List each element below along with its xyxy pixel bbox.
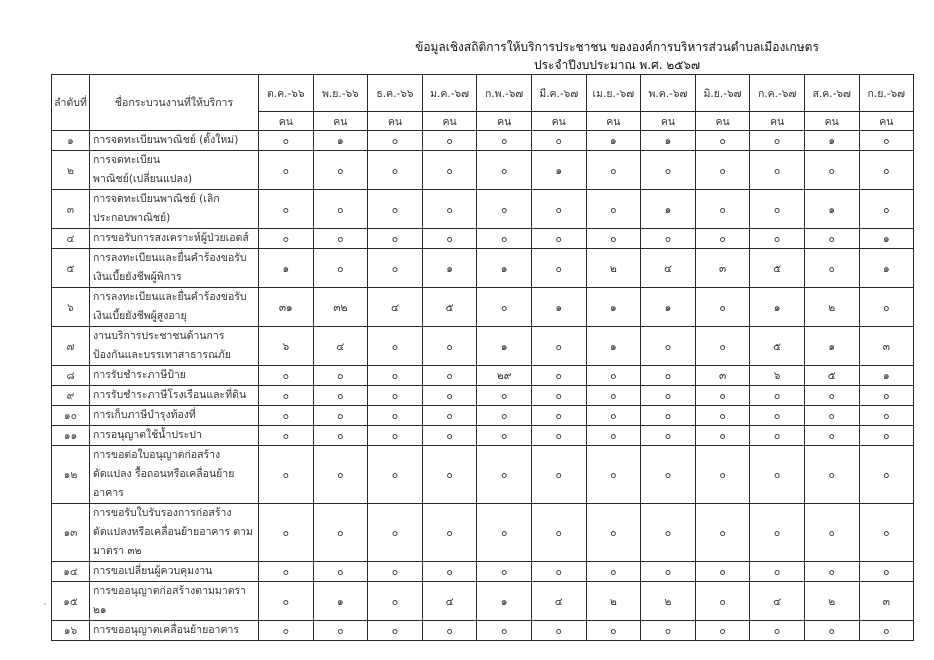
row-month-value: ๐ xyxy=(422,229,477,249)
header-month: ธ.ค.-๖๖ xyxy=(368,75,423,112)
header-unit: คน xyxy=(313,112,368,131)
row-month-value: ๐ xyxy=(313,151,368,190)
header-unit: คน xyxy=(695,112,750,131)
row-month-value: ๐ xyxy=(259,426,314,446)
row-month-value: ๐ xyxy=(259,190,314,229)
row-month-value: ๐ xyxy=(750,562,805,582)
header-unit: คน xyxy=(750,112,805,131)
row-month-value: ๐ xyxy=(641,504,696,562)
table-row xyxy=(52,621,914,641)
row-month-value: ๕ xyxy=(750,249,805,288)
row-month-value: ๐ xyxy=(859,426,914,446)
row-month-value: ๑ xyxy=(641,288,696,327)
row-month-value: ๐ xyxy=(259,229,314,249)
row-month-value: ๐ xyxy=(750,386,805,406)
row-month-value: ๐ xyxy=(313,504,368,562)
row-month-value: ๔ xyxy=(313,327,368,366)
row-month-value: ๐ xyxy=(422,621,477,641)
row-month-value: ๔ xyxy=(531,582,586,621)
row-month-value: ๐ xyxy=(804,426,859,446)
row-month-value: ๐ xyxy=(695,229,750,249)
row-month-value: ๐ xyxy=(368,131,423,151)
row-month-value: ๐ xyxy=(477,131,532,151)
row-month-value: ๐ xyxy=(477,229,532,249)
row-month-value: ๐ xyxy=(368,151,423,190)
row-month-value: ๑ xyxy=(531,151,586,190)
row-month-value: ๐ xyxy=(422,131,477,151)
row-month-value: ๒ xyxy=(586,582,641,621)
header-month: มิ.ย.-๖๗ xyxy=(695,75,750,112)
row-service-name: การลงทะเบียนและยื่นคำร้องขอรับเงินเบี้ยยังชีพผู้พิการ xyxy=(90,249,259,288)
row-month-value: ๐ xyxy=(586,446,641,504)
row-month-value: ๐ xyxy=(368,229,423,249)
row-service-name: การจดทะเบียนพาณิชย์(เปลี่ยนแปลง) xyxy=(90,151,259,190)
row-service-name: การรับชำระภาษีโรงเรือนและที่ดิน xyxy=(90,386,259,406)
header-month: ต.ค.-๖๖ xyxy=(259,75,314,112)
row-month-value: ๑ xyxy=(586,327,641,366)
row-month-value: ๐ xyxy=(695,504,750,562)
row-service-name: การขออนุญาตก่อสร้างตามมาตรา ๒๑ xyxy=(90,582,259,621)
header-month: ม.ค.-๖๗ xyxy=(422,75,477,112)
row-month-value: ๑ xyxy=(422,249,477,288)
table-row xyxy=(52,249,914,288)
table-row xyxy=(52,151,914,190)
row-month-value: ๐ xyxy=(531,446,586,504)
row-month-value: ๐ xyxy=(313,406,368,426)
row-month-value: ๐ xyxy=(368,406,423,426)
row-month-value: ๐ xyxy=(695,386,750,406)
row-month-value: ๐ xyxy=(804,249,859,288)
row-month-value: ๐ xyxy=(368,366,423,386)
row-month-value: ๐ xyxy=(750,131,805,151)
row-month-value: ๑ xyxy=(477,249,532,288)
row-month-value: ๐ xyxy=(368,327,423,366)
row-month-value: ๐ xyxy=(259,386,314,406)
table-row xyxy=(52,504,914,562)
row-month-value: ๐ xyxy=(313,621,368,641)
row-month-value: ๐ xyxy=(368,562,423,582)
header-month: พ.ย.-๖๖ xyxy=(313,75,368,112)
header-index: ลำดับที่ xyxy=(52,75,90,131)
row-month-value: ๕ xyxy=(422,288,477,327)
row-service-name: การขอรับการสงเคราะห์ผู้ป่วยเอดส์ xyxy=(90,229,259,249)
row-month-value: ๐ xyxy=(259,504,314,562)
row-month-value: ๑ xyxy=(750,288,805,327)
row-service-name: การรับชำระภาษีป้าย xyxy=(90,366,259,386)
row-month-value: ๐ xyxy=(313,386,368,406)
row-month-value: ๐ xyxy=(259,406,314,426)
row-month-value: ๐ xyxy=(641,562,696,582)
row-month-value: ๐ xyxy=(859,288,914,327)
row-month-value: ๐ xyxy=(368,582,423,621)
row-month-value: ๑ xyxy=(641,131,696,151)
row-index: ๑๖ xyxy=(52,621,90,641)
row-month-value: ๐ xyxy=(859,562,914,582)
row-month-value: ๒๙ xyxy=(477,366,532,386)
row-month-value: ๐ xyxy=(259,131,314,151)
row-month-value: ๑ xyxy=(804,327,859,366)
row-month-value: ๐ xyxy=(750,229,805,249)
row-month-value: ๐ xyxy=(859,621,914,641)
row-month-value: ๐ xyxy=(695,426,750,446)
row-month-value: ๐ xyxy=(586,621,641,641)
row-month-value: ๐ xyxy=(531,621,586,641)
table-row xyxy=(52,288,914,327)
header-unit: คน xyxy=(422,112,477,131)
row-month-value: ๐ xyxy=(531,131,586,151)
row-month-value: ๔ xyxy=(368,288,423,327)
row-month-value: ๐ xyxy=(368,446,423,504)
row-month-value: ๐ xyxy=(804,386,859,406)
row-month-value: ๕ xyxy=(804,366,859,386)
row-month-value: ๐ xyxy=(422,151,477,190)
header-month: มี.ค.-๖๗ xyxy=(531,75,586,112)
table-row xyxy=(52,190,914,229)
row-month-value: ๓๑ xyxy=(259,288,314,327)
row-month-value: ๐ xyxy=(422,446,477,504)
table-row xyxy=(52,366,914,386)
row-month-value: ๐ xyxy=(586,151,641,190)
row-month-value: ๔ xyxy=(422,582,477,621)
row-month-value: ๐ xyxy=(804,621,859,641)
row-month-value: ๐ xyxy=(750,621,805,641)
row-month-value: ๐ xyxy=(750,406,805,426)
row-month-value: ๐ xyxy=(313,229,368,249)
row-month-value: ๐ xyxy=(804,406,859,426)
row-month-value: ๑ xyxy=(859,366,914,386)
row-month-value: ๑ xyxy=(313,582,368,621)
row-month-value: ๑ xyxy=(859,229,914,249)
row-month-value: ๐ xyxy=(531,327,586,366)
header-unit: คน xyxy=(368,112,423,131)
row-month-value: ๐ xyxy=(641,386,696,406)
row-month-value: ๐ xyxy=(641,406,696,426)
row-month-value: ๐ xyxy=(259,151,314,190)
row-month-value: ๐ xyxy=(313,446,368,504)
row-index: ๓ xyxy=(52,190,90,229)
row-month-value: ๐ xyxy=(531,366,586,386)
row-month-value: ๓๒ xyxy=(313,288,368,327)
row-service-name: การจดทะเบียนพาณิชย์ (ตั้งใหม่) xyxy=(90,131,259,151)
row-month-value: ๐ xyxy=(259,582,314,621)
row-month-value: ๐ xyxy=(477,151,532,190)
row-month-value: ๐ xyxy=(859,131,914,151)
row-month-value: ๓ xyxy=(695,249,750,288)
row-month-value: ๐ xyxy=(368,386,423,406)
row-index: ๑๓ xyxy=(52,504,90,562)
row-month-value: ๐ xyxy=(641,229,696,249)
row-month-value: ๐ xyxy=(422,190,477,229)
row-index: ๑๔ xyxy=(52,562,90,582)
row-month-value: ๐ xyxy=(313,366,368,386)
row-month-value: ๐ xyxy=(531,386,586,406)
header-unit: คน xyxy=(641,112,696,131)
header-unit: คน xyxy=(531,112,586,131)
row-month-value: ๐ xyxy=(477,621,532,641)
row-month-value: ๒ xyxy=(586,249,641,288)
row-month-value: ๐ xyxy=(750,446,805,504)
row-month-value: ๐ xyxy=(641,327,696,366)
header-unit: คน xyxy=(586,112,641,131)
row-month-value: ๐ xyxy=(641,151,696,190)
row-month-value: ๐ xyxy=(531,229,586,249)
row-service-name: การจดทะเบียนพาณิชย์ (เลิกประกอบพาณิชย์) xyxy=(90,190,259,229)
row-month-value: ๐ xyxy=(477,426,532,446)
row-month-value: ๐ xyxy=(368,504,423,562)
row-month-value: ๐ xyxy=(477,504,532,562)
row-index: ๑๐ xyxy=(52,406,90,426)
row-month-value: ๐ xyxy=(259,621,314,641)
row-month-value: ๐ xyxy=(313,190,368,229)
row-month-value: ๐ xyxy=(586,190,641,229)
row-month-value: ๓ xyxy=(859,327,914,366)
row-index: ๗ xyxy=(52,327,90,366)
row-month-value: ๐ xyxy=(477,190,532,229)
row-month-value: ๐ xyxy=(750,504,805,562)
row-month-value: ๐ xyxy=(804,562,859,582)
row-month-value: ๐ xyxy=(531,190,586,229)
document-subtitle: ประจำปีงบประมาณ พ.ศ. ๒๕๖๗ xyxy=(533,58,701,72)
row-month-value: ๐ xyxy=(695,582,750,621)
row-month-value: ๐ xyxy=(695,327,750,366)
row-service-name: การขอต่อใบอนุญาตก่อสร้าง ดัดแปลง รื้อถอนหรือเคลื่อนย้ายอาคาร xyxy=(90,446,259,504)
header-month: ก.พ.-๖๗ xyxy=(477,75,532,112)
row-month-value: ๐ xyxy=(586,386,641,406)
row-month-value: ๐ xyxy=(586,229,641,249)
row-month-value: ๕ xyxy=(750,327,805,366)
row-month-value: ๐ xyxy=(259,562,314,582)
scan-artifact xyxy=(44,603,46,605)
header-month: ก.ย.-๖๗ xyxy=(859,75,914,112)
row-month-value: ๐ xyxy=(641,426,696,446)
row-month-value: ๐ xyxy=(422,366,477,386)
row-service-name: การอนุญาตใช้น้ำประปา xyxy=(90,426,259,446)
row-index: ๑ xyxy=(52,131,90,151)
row-month-value: ๐ xyxy=(531,249,586,288)
header-unit: คน xyxy=(259,112,314,131)
row-month-value: ๐ xyxy=(586,504,641,562)
row-month-value: ๑ xyxy=(477,582,532,621)
table-row xyxy=(52,426,914,446)
row-month-value: ๔ xyxy=(750,582,805,621)
row-month-value: ๐ xyxy=(695,621,750,641)
header-month: เม.ย.-๖๗ xyxy=(586,75,641,112)
row-month-value: ๐ xyxy=(477,562,532,582)
row-month-value: ๑ xyxy=(586,288,641,327)
row-month-value: ๐ xyxy=(695,151,750,190)
row-month-value: ๒ xyxy=(804,582,859,621)
row-month-value: ๐ xyxy=(477,446,532,504)
row-month-value: ๒ xyxy=(804,288,859,327)
table-row xyxy=(52,582,914,621)
row-month-value: ๐ xyxy=(586,406,641,426)
row-month-value: ๐ xyxy=(422,504,477,562)
row-month-value: ๐ xyxy=(695,446,750,504)
row-service-name: การเก็บภาษีบำรุงท้องที่ xyxy=(90,406,259,426)
row-month-value: ๐ xyxy=(695,288,750,327)
table-row xyxy=(52,446,914,504)
row-month-value: ๐ xyxy=(804,229,859,249)
table-row xyxy=(52,327,914,366)
row-month-value: ๐ xyxy=(368,249,423,288)
row-month-value: ๐ xyxy=(859,406,914,426)
row-month-value: ๒ xyxy=(641,582,696,621)
row-month-value: ๑ xyxy=(259,249,314,288)
row-month-value: ๐ xyxy=(641,621,696,641)
row-month-value: ๐ xyxy=(422,386,477,406)
row-month-value: ๐ xyxy=(259,366,314,386)
row-month-value: ๐ xyxy=(531,406,586,426)
row-month-value: ๐ xyxy=(859,386,914,406)
row-month-value: ๑ xyxy=(586,131,641,151)
header-month: พ.ค.-๖๗ xyxy=(641,75,696,112)
row-month-value: ๑ xyxy=(531,288,586,327)
row-month-value: ๑ xyxy=(641,190,696,229)
row-month-value: ๐ xyxy=(695,562,750,582)
row-month-value: ๑ xyxy=(313,131,368,151)
row-month-value: ๐ xyxy=(422,562,477,582)
row-month-value: ๐ xyxy=(422,426,477,446)
row-service-name: การขอรับใบรับรองการก่อสร้าง ดัดแปลงหรือเคลื่อนย้ายอาคาร ตามมาตรา ๓๒ xyxy=(90,504,259,562)
row-month-value: ๐ xyxy=(859,446,914,504)
row-index: ๕ xyxy=(52,249,90,288)
row-month-value: ๖ xyxy=(750,366,805,386)
row-month-value: ๐ xyxy=(368,190,423,229)
row-month-value: ๔ xyxy=(641,249,696,288)
row-month-value: ๐ xyxy=(695,131,750,151)
row-month-value: ๑ xyxy=(804,131,859,151)
row-index: ๒ xyxy=(52,151,90,190)
statistics-table xyxy=(51,74,914,641)
row-month-value: ๐ xyxy=(695,190,750,229)
table-row xyxy=(52,562,914,582)
header-service-name: ชื่อกระบวนงานที่ให้บริการ xyxy=(90,75,259,131)
header-month: ส.ค.-๖๗ xyxy=(804,75,859,112)
row-month-value: ๐ xyxy=(641,446,696,504)
row-month-value: ๐ xyxy=(804,504,859,562)
row-month-value: ๐ xyxy=(586,562,641,582)
header-unit: คน xyxy=(859,112,914,131)
row-month-value: ๑ xyxy=(859,249,914,288)
table-row xyxy=(52,406,914,426)
header-unit: คน xyxy=(804,112,859,131)
row-index: ๑๒ xyxy=(52,446,90,504)
row-month-value: ๐ xyxy=(531,504,586,562)
row-month-value: ๐ xyxy=(422,406,477,426)
document-title: ข้อมูลเชิงสถิติการให้บริการประชาชน ขององค์การบริหารส่วนตำบลเมืองเกษตร xyxy=(415,40,819,54)
row-service-name: การขออนุญาตเคลื่อนย้ายอาคาร xyxy=(90,621,259,641)
row-month-value: ๐ xyxy=(531,562,586,582)
row-month-value: ๐ xyxy=(859,504,914,562)
table-row xyxy=(52,386,914,406)
row-month-value: ๐ xyxy=(259,446,314,504)
table-row xyxy=(52,131,914,151)
row-month-value: ๐ xyxy=(477,386,532,406)
row-month-value: ๐ xyxy=(804,446,859,504)
row-month-value: ๑ xyxy=(477,327,532,366)
header-month: ก.ค.-๖๗ xyxy=(750,75,805,112)
row-index: ๑๑ xyxy=(52,426,90,446)
row-month-value: ๐ xyxy=(859,190,914,229)
row-service-name: งานบริการประชาชนด้านการป้องกันและบรรเทาสาธารณภัย xyxy=(90,327,259,366)
row-month-value: ๐ xyxy=(422,327,477,366)
row-month-value: ๐ xyxy=(313,249,368,288)
header-unit: คน xyxy=(477,112,532,131)
row-month-value: ๐ xyxy=(750,426,805,446)
row-month-value: ๐ xyxy=(804,151,859,190)
row-month-value: ๐ xyxy=(313,562,368,582)
row-month-value: ๐ xyxy=(368,426,423,446)
row-month-value: ๓ xyxy=(859,582,914,621)
row-month-value: ๓ xyxy=(695,366,750,386)
row-month-value: ๐ xyxy=(750,151,805,190)
row-month-value: ๖ xyxy=(259,327,314,366)
row-month-value: ๐ xyxy=(586,366,641,386)
row-month-value: ๐ xyxy=(368,621,423,641)
row-index: ๑๕ xyxy=(52,582,90,621)
row-index: ๔ xyxy=(52,229,90,249)
row-service-name: การขอเปลี่ยนผู้ควบคุมงาน xyxy=(90,562,259,582)
table-row xyxy=(52,229,914,249)
row-month-value: ๐ xyxy=(531,426,586,446)
row-month-value: ๐ xyxy=(313,426,368,446)
row-month-value: ๐ xyxy=(641,366,696,386)
row-index: ๘ xyxy=(52,366,90,386)
row-month-value: ๐ xyxy=(477,406,532,426)
row-month-value: ๑ xyxy=(804,190,859,229)
row-month-value: ๐ xyxy=(477,288,532,327)
row-month-value: ๐ xyxy=(750,190,805,229)
row-month-value: ๐ xyxy=(859,151,914,190)
row-index: ๖ xyxy=(52,288,90,327)
row-month-value: ๐ xyxy=(695,406,750,426)
row-month-value: ๐ xyxy=(586,426,641,446)
row-service-name: การลงทะเบียนและยื่นคำร้องขอรับเงินเบี้ยยังชีพผู้สูงอายุ xyxy=(90,288,259,327)
row-index: ๙ xyxy=(52,386,90,406)
